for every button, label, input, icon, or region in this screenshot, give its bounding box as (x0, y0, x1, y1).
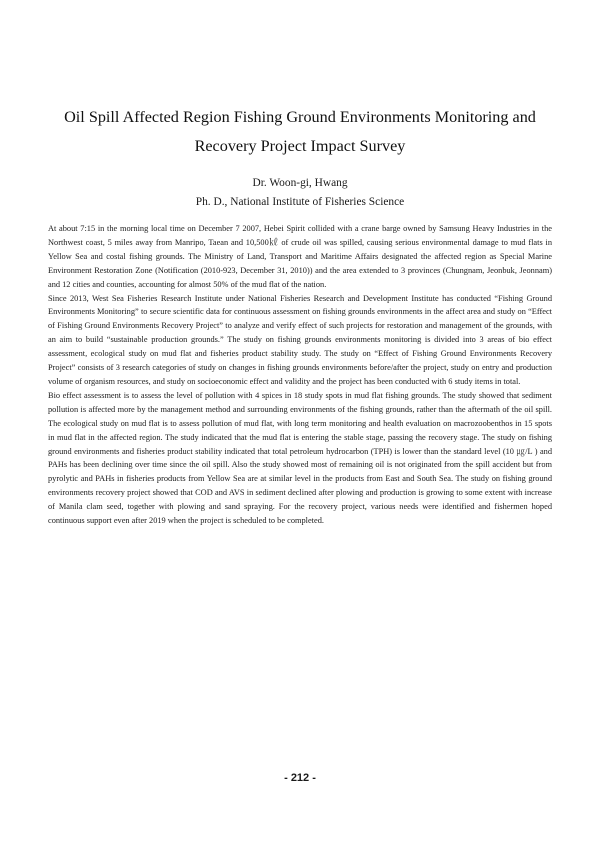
author-block (48, 174, 552, 212)
title-line-1: Oil Spill Affected Region Fishing Ground Environments Monitoring and (64, 108, 536, 126)
abstract-body (48, 222, 552, 528)
page-number: - 212 - (284, 772, 316, 784)
paragraph-3: Bio effect assessment is to assess the level of pollution with 4 spices in 18 study spots in mud flat fishing grounds. The study showed that sediment pollution is affected more by the management method and surrounding environments of the fishing grounds, rather than the aftermath of the oil spill. The ecological study on mud flat is to assess pollution of mud flat, with long term monitoring and health evaluation on macrozoobenthos in 15 spots in mud flat in the affected region. The study indicated that the mud flat is entering the stable stage, passing the recovery stage. The study on fishing ground environments and fisheries product stability indicated that total petroleum hydrocarbon (TPH) is lower than the standard level (10 ㎍/L ) and PAHs has been declining over time since the oil spill. Also the study showed most of remaining oil is not originated from the spill accident but from pyrolytic and PAHs in fisheries products from Yellow Sea are at similar level in the products from East and South Sea. The study on fishing ground environments recovery project showed that COD and AVS in sediment declined after plowing and production is growing to some extent with increase of Manila clam seed, together with plowing and sand spraying. For the recovery project, various needs were identified and fishermen hoped continuous support even after 2019 when the project is scheduled to be completed. (48, 390, 552, 526)
paragraph-1: At about 7:15 in the morning local time on December 7 2007, Hebei Spirit collided with a crane barge owned by Samsung Heavy Industries in the Northwest coast, 5 miles away from Manripo, Taean and 10,500㎘ of crude oil was spilled, causing serious environmental damage to mud flats in Yellow Sea and costal fishing grounds. The Ministry of Land, Transport and Maritime Affairs designated the affected region as Special Marine Environment Restoration Zone (Notification (2010-923, December 31, 2010)) and the area extended to 3 provinces (Chungnam, Jeonbuk, Jeonnam) and 12 cities and counties, accounting for almost 50% of the mud flat of the nation. (48, 224, 552, 289)
author-name: Dr. Woon-gi, Hwang (252, 177, 348, 189)
author-affiliation: Ph. D., National Institute of Fisheries Science (195, 196, 405, 208)
document-title (48, 103, 552, 161)
title-line-2: Recovery Project Impact Survey (194, 137, 406, 155)
paragraph-2: Since 2013, West Sea Fisheries Research Institute under National Fisheries Research and Development Institute has conducted “Fishing Ground Environments Monitoring” to secure scientific data for continuous assessment on fishing grounds environments in the affect area and study on “Effect of Fishing Ground Environments Recovery Project” to analyze and verify effect of such projects for restoration and management of the grounds, with an aim to build “sustainable production grounds.” The study on fishing grounds environments monitoring is divided into 3 areas of bio effect assessment, ecological study on mud flat and fisheries product stability study. The study on “Effect of Fishing Ground Environments Recovery Project” consists of 3 research categories of study on changes in fishing grounds environments before/after the project, study on entry and production volume of organism resources, and study on socioeconomic effect and validity and the project has been conducted with 6 study items in total. (48, 293, 552, 386)
